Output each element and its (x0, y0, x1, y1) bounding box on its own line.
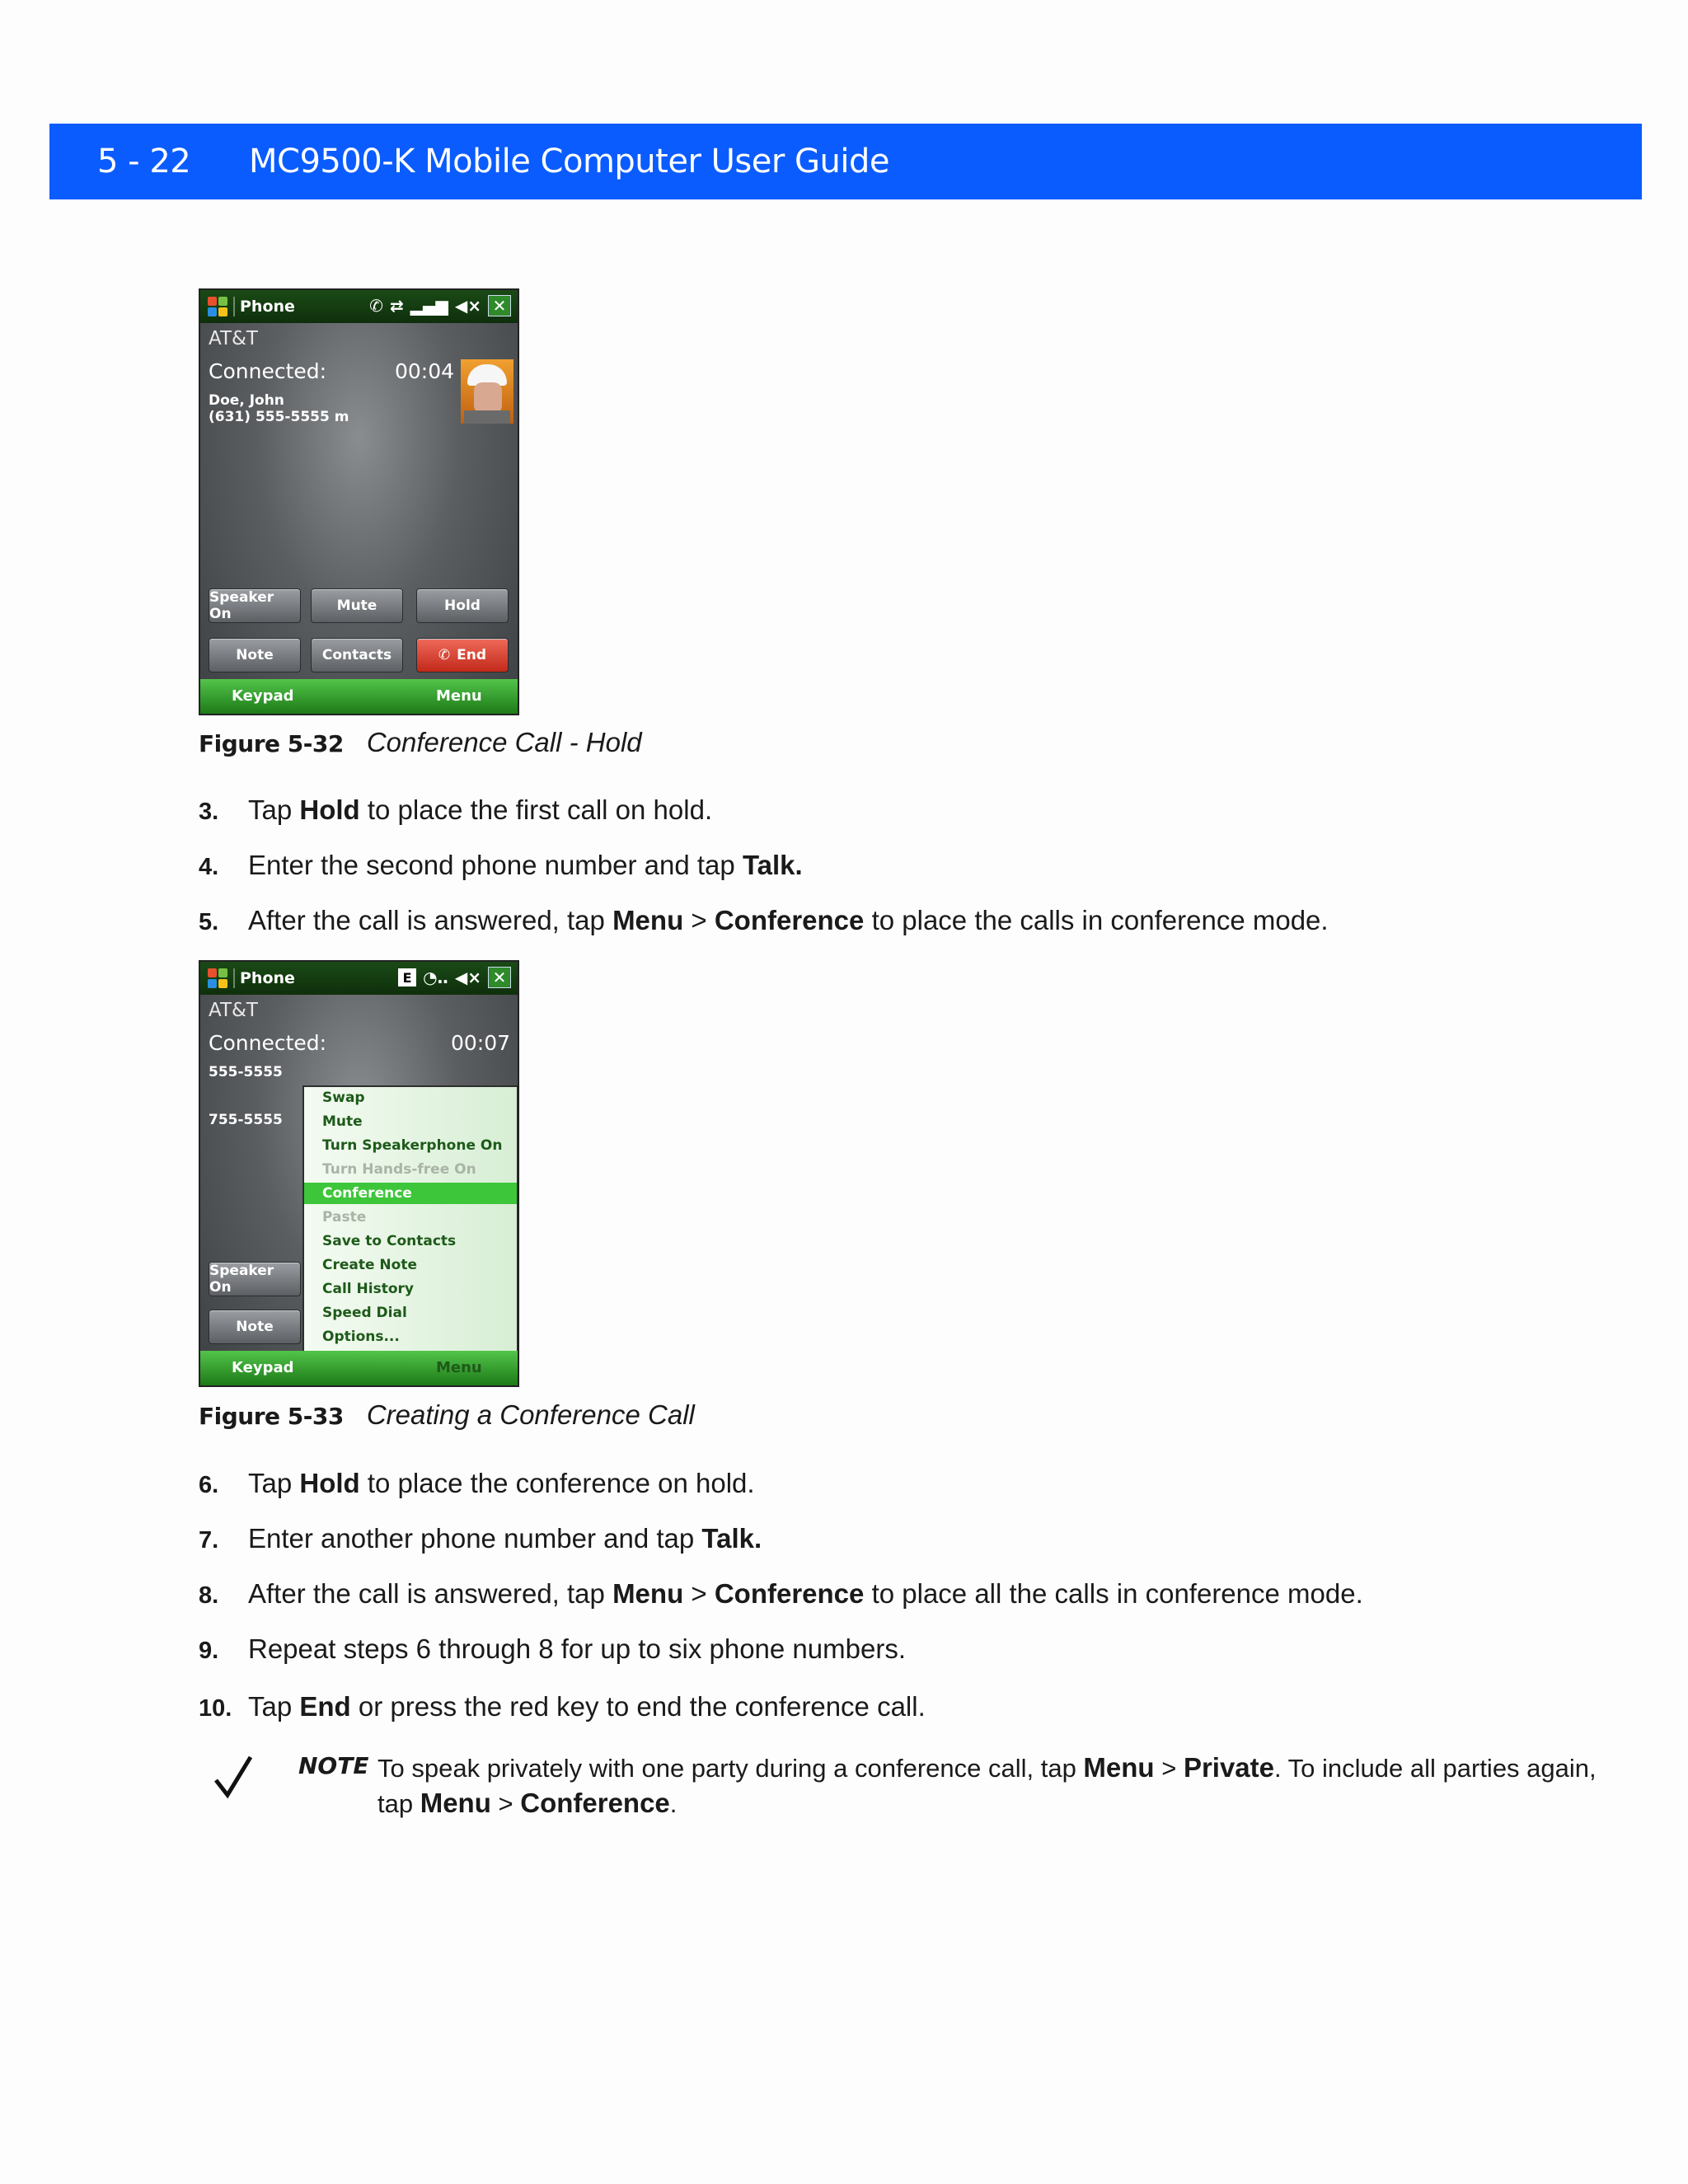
menu-item-conference: Conference (304, 1183, 517, 1204)
hold-button: Hold (416, 588, 509, 623)
app-title: Phone (240, 969, 295, 987)
figure-title: Conference Call - Hold (366, 727, 642, 757)
menu-item-save-to-contacts: Save to Contacts (322, 1233, 457, 1249)
menu-item-call-history: Call History (322, 1281, 414, 1297)
checkmark-icon (213, 1754, 254, 1800)
figure-label: Figure 5-33 (199, 1403, 344, 1430)
step-8: 8. After the call is answered, tap Menu > Conference to place all the calls in conference mode. (199, 1578, 1363, 1609)
phone-screenshot-conference-menu (199, 960, 519, 1387)
note-button: Note (209, 1310, 301, 1344)
speaker-on-button: Speaker On (209, 588, 301, 623)
contact-avatar (461, 359, 513, 424)
phone-screenshot-hold (199, 288, 519, 715)
speaker-on-button: Speaker On (209, 1262, 301, 1296)
note-button: Note (209, 638, 301, 673)
call-menu-popup (302, 1085, 518, 1356)
contacts-button: Contacts (311, 638, 403, 673)
contact-name: Doe, John (209, 392, 284, 409)
speaker-muted-icon: ◀× (454, 968, 481, 987)
figure-title: Creating a Conference Call (366, 1399, 695, 1430)
end-call-button (416, 638, 509, 673)
call-timer: 00:07 (451, 1031, 511, 1055)
contact-number: (631) 555-5555 m (209, 409, 349, 425)
windows-start-icon (207, 296, 228, 317)
softkey-keypad: Keypad (232, 687, 294, 705)
figure-caption-5-32 (199, 727, 642, 758)
call-timer: 00:04 (395, 359, 455, 383)
call-status: Connected: (209, 1031, 327, 1055)
menu-item-hands-free: Turn Hands-free On (322, 1161, 476, 1178)
note-text: To speak privately with one party during a conference call, tap Menu > Private. To include all parties again, tap Menu > Conference. (377, 1752, 1597, 1818)
menu-item-paste: Paste (322, 1209, 367, 1226)
figure-caption-5-33 (199, 1399, 695, 1431)
step-9: 9. Repeat steps 6 through 8 for up to six phone numbers. (199, 1633, 906, 1664)
status-icons (398, 967, 511, 988)
phone-icon: ✆ (438, 647, 451, 663)
menu-item-options: Options... (322, 1329, 400, 1345)
menu-item-speakerphone: Turn Speakerphone On (322, 1137, 503, 1154)
end-button-label: End (457, 647, 487, 663)
close-icon: ✕ (488, 295, 511, 316)
close-icon: ✕ (488, 967, 511, 988)
app-title: Phone (240, 298, 295, 316)
menu-item-create-note: Create Note (322, 1257, 417, 1273)
mute-button: Mute (311, 588, 403, 623)
step-4: 4. Enter the second phone number and tap Talk. (199, 850, 803, 880)
step-3: 3. Tap Hold to place the first call on hold. (199, 794, 713, 825)
edge-network-badge: E (398, 968, 416, 987)
phone-title-bar (200, 290, 518, 323)
softkey-menu: Menu (436, 1359, 482, 1376)
note-label: NOTE (298, 1752, 369, 1779)
step-6: 6. Tap Hold to place the conference on hold. (199, 1468, 755, 1498)
menu-item-mute: Mute (322, 1113, 363, 1130)
softkey-bar (200, 1351, 518, 1385)
guide-title: MC9500-K Mobile Computer User Guide (249, 143, 889, 180)
sync-icon: ⇄ (389, 296, 404, 316)
softkey-menu: Menu (436, 687, 482, 705)
softkey-keypad: Keypad (232, 1359, 294, 1376)
call-active-icon: ✆ (369, 296, 383, 316)
windows-start-icon (207, 968, 228, 989)
figure-label: Figure 5-32 (199, 730, 344, 757)
step-10: 10. Tap End or press the red key to end the conference call. (199, 1691, 926, 1722)
second-call-number: 755-5555 (209, 1112, 283, 1128)
menu-item-swap: Swap (322, 1090, 365, 1106)
signal-icon: ◔‥ (423, 968, 448, 987)
carrier-name: AT&T (209, 1000, 258, 1021)
status-icons (369, 295, 511, 316)
phone-title-bar (200, 962, 518, 995)
carrier-name: AT&T (209, 328, 258, 349)
menu-item-speed-dial: Speed Dial (322, 1305, 407, 1321)
speaker-muted-icon: ◀× (454, 296, 481, 316)
step-5: 5. After the call is answered, tap Menu > Conference to place the calls in conference mode. (199, 905, 1329, 935)
step-7: 7. Enter another phone number and tap Talk. (199, 1523, 762, 1554)
page-header (49, 124, 1642, 199)
call-status: Connected: (209, 359, 327, 383)
page-number: 5 - 22 (97, 143, 191, 180)
first-call-number: 555-5555 (209, 1064, 283, 1080)
signal-icon: ▂▄▆ (410, 296, 448, 316)
softkey-bar (200, 679, 518, 714)
